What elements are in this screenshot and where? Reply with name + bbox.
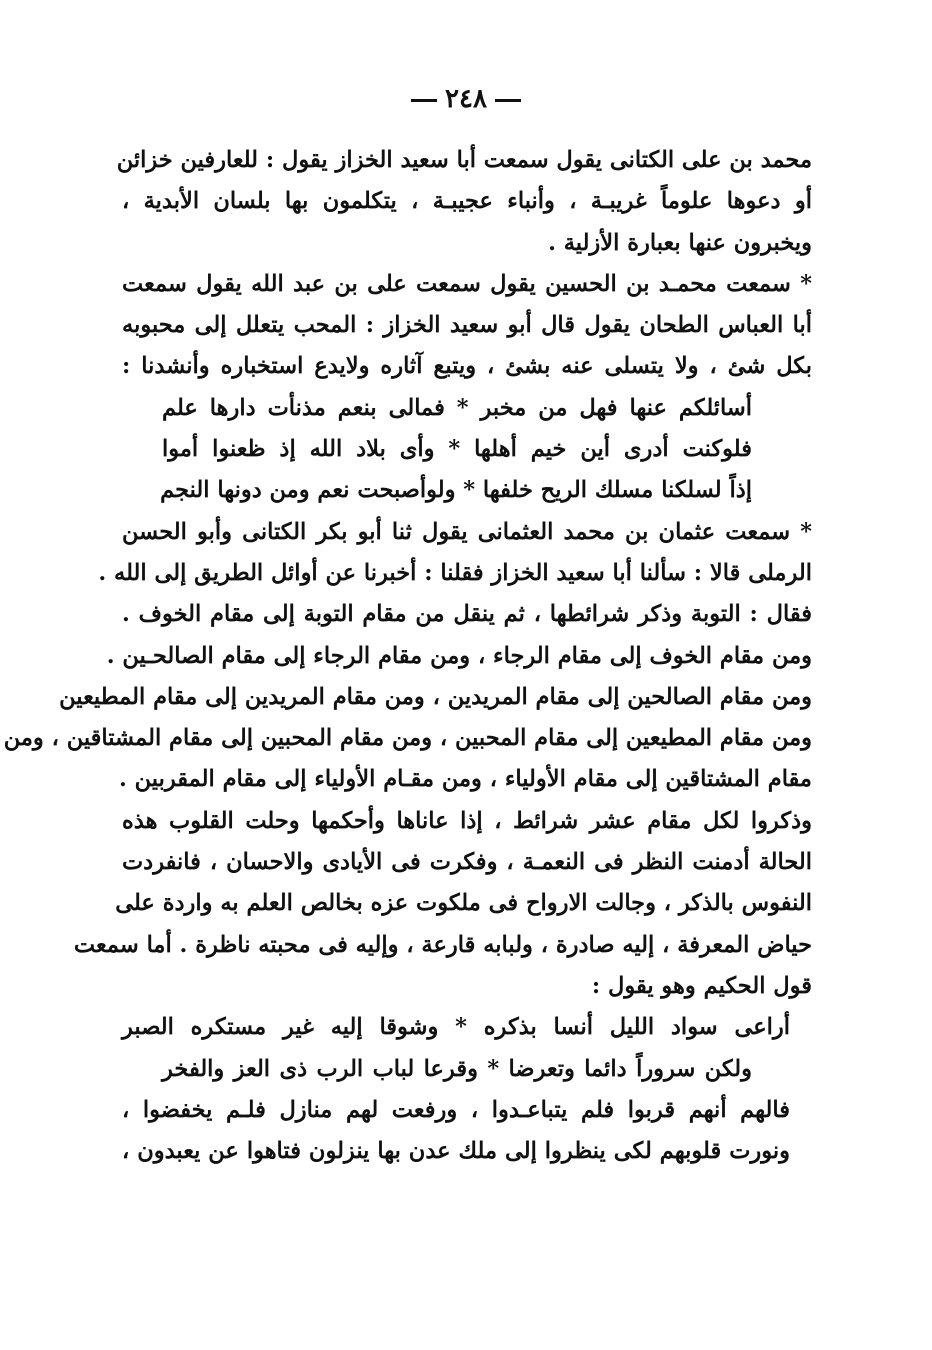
text-line: وذكروا لكل مقام عشر شرائط ، إذا عاناها وأحكمها وحلت القلوب هذه [122, 807, 812, 834]
text-line: الرملى قالا : سألنا أبا سعيد الخزاز فقلنا : أخبرنا عن أوائل الطريق إلى الله . [98, 559, 812, 586]
text-line: الحالة أدمنت النظر فى النعمـة ، وفكرت فى الأيادى والاحسان ، فانفردت [122, 849, 812, 876]
text-line: أبا العباس الطحان يقول قال أبو سعيد الخزاز : المحب يتعلل إلى محبوبه [122, 312, 812, 339]
text-line: قول الحكيم وهو يقول : [591, 972, 812, 999]
text-line: ويخبرون عنها بعبارة الأزلية . [548, 229, 812, 256]
page-number-dash-right [411, 99, 437, 102]
page-number [0, 84, 932, 114]
text-line: بكل شئ ، ولا يتسلى عنه بشئ ، ويتبع آثاره ولايدع استخباره وأنشدنا : [122, 353, 812, 380]
verse-line: فلوكنت أدرى أين خيم أهلها * وأى بلاد الله إذ ظعنوا أموا [162, 436, 752, 463]
page-number-label: ٢٤٨ [445, 84, 487, 114]
verse-line: ولكن سروراً دائما وتعرضا * وقرعا لباب الرب ذى العز والفخر [162, 1055, 752, 1082]
text-line: ومن مقام الصالحين إلى مقام المريدين ، ومن مقام المريدين إلى مقام المطيعين [59, 683, 812, 710]
text-line: مقام المشتاقين إلى مقام الأولياء ، ومن مقـام الأولياء إلى مقام المقربين . [119, 766, 812, 793]
text-line: * سمعت عثمان بن محمد العثمانى يقول ثنا أبو بكر الكتانى وأبو الحسن [122, 518, 812, 545]
text-line: محمد بن على الكتانى يقول سمعت أبا سعيد الخزاز يقول : للعارفين خزائن [116, 147, 812, 173]
text-line: فقال : التوبة وذكر شرائطها ، ثم ينقل من مقام التوبة إلى مقام الخوف . [122, 601, 812, 628]
verse-line: أسائلكم عنها فهل من مخبر * فمالى بنعم مذنأت دارها علم [162, 394, 752, 421]
page-number-dash-left [495, 99, 521, 102]
text-line: حياض المعرفة ، إليه صادرة ، ولبابه قارعة ، وإليه فى محبته ناظرة . أما سمعت [73, 931, 812, 958]
verse-line: فالهم أنهم قربوا فلم يتباعـدوا ، ورفعت لهم منازل فلـم يخفضوا ، [122, 1096, 790, 1123]
text-line: * سمعت محمـد بن الحسين يقول سمعت على بن عبد الله يقول سمعت [122, 270, 812, 297]
text-line: أو دعوها علوماً غريبـة ، وأنباء عجيبـة ، يتكلمون بها بلسان الأبدية ، [122, 188, 812, 215]
text-line: ومن مقام الخوف إلى مقام الرجاء ، ومن مقام الرجاء إلى مقام الصالحـين . [106, 642, 812, 669]
body-text [3, 140, 812, 1172]
verse-line: ونورت قلوبهم لكى ينظروا إلى ملك عدن بها ينزلون فتاهوا عن يعبدون ، [122, 1138, 790, 1165]
text-line: النفوس بالذكر ، وجالت الارواح فى ملكوت عزه بخالص العلم به واردة على [115, 890, 812, 917]
verse-line: أراعى سواد الليل أنسا بذكره * وشوقا إليه غير مستكره الصبر [122, 1014, 790, 1041]
verse-line: إذاً لسلكنا مسلك الريح خلفها * ولوأصبحت نعم ومن دونها النجم [160, 477, 752, 504]
text-line: ومن مقام المطيعين إلى مقام المحبين ، ومن مقام المحبين إلى مقام المشتاقين ، ومن [3, 725, 812, 752]
